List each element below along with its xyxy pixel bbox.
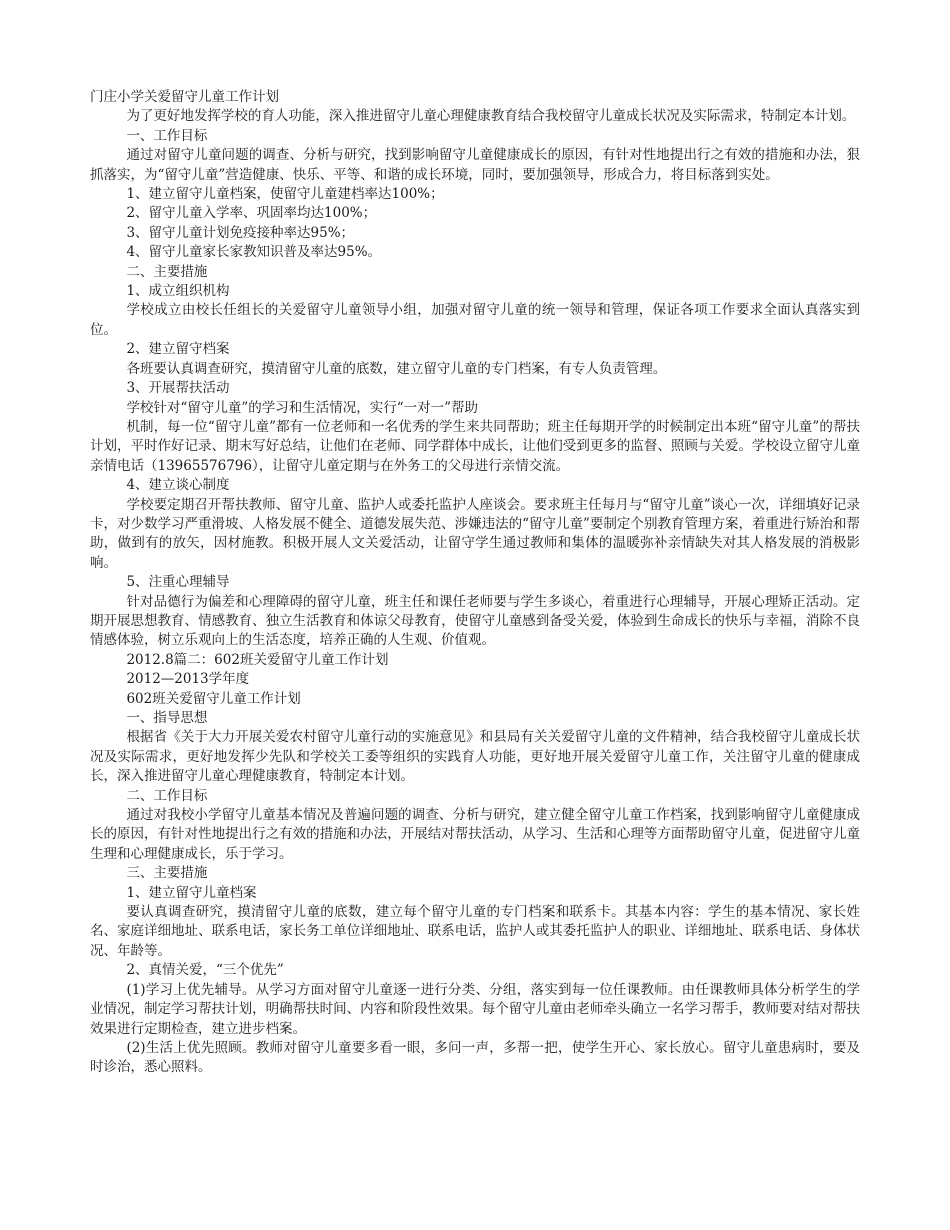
work-goals-paragraph: 通过对留守儿童问题的调查、分析与研究，找到影响留守儿童健康成长的原因，有针对性地提出行之有效的措施和办法，狠抓落实，为“留守儿童”营造健康、快乐、平等、和谐的成长环境，同时，要加强领导，形成合力，将目标落到实处。 [90,147,860,183]
assistance-paragraph-1: 学校针对“留守儿童”的学习和生活情况，实行“一对一”帮助 [126,399,479,416]
talks-paragraph: 学校要定期召开帮扶教师、留守儿童、监护人或委托监护人座谈会。要求班主任每月与“留守儿童”谈心一次，详细填好记录卡，对少数学习严重滑坡、人格发展不健全、道德发展失范、涉嫌违法的“留守儿童”要制定个别教育管理方案，着重进行矫治和帮助，做到有的放矢，因材施教。积极开展人文关爱活动，让留守学生通过教师和集体的温暖弥补亲情缺失对其人格发展的消极影响。 [90,496,860,571]
counseling-paragraph: 针对品德行为偏差和心理障碍的留守儿童，班主任和课任老师要与学生多谈心，着重进行心理辅导，开展心理矫正活动。定期开展思想教育、情感教育、独立生活教育和体谅父母教育，使留守儿童感到备受关爱，体验到生命成长的快乐与幸福，消除不良情感体验，树立乐观向上的生活态度，培养正确的人生观、价值观。 [90,593,860,649]
subheading-counseling: 5、注重心理辅导 [126,574,230,591]
goal-item-2: 2、留守儿童入学率、巩固率均达100%； [126,205,377,222]
assistance-paragraph-2: 机制，每一位“留守儿童”都有一位老师和一名优秀的学生来共同帮助；班主任每期开学的时候制定出本班“留守儿童”的帮扶计划，平时作好记录、期末写好总结，让他们在老师、同学群体中成长，让他们受到更多的监督、照顾与关爱。学校设立留守儿童亲情电话（13965576796），让留守儿童定期与在外务工的父母进行亲情交流。 [90,418,860,474]
part-two-heading: 2012.8篇二：602班关爱留守儿童工作计划 [126,651,389,668]
archive-paragraph: 各班要认真调查研究，摸清留守儿童的底数，建立留守儿童的专门档案，有专人负责管理。 [126,360,667,377]
school-year: 2012—2013学年度 [126,671,250,688]
section-heading-work-goals-2: 二、工作目标 [126,787,208,804]
subheading-organization: 1、成立组织机构 [126,283,230,300]
priority-study-paragraph: (1)学习上优先辅导。从学习方面对留守儿童逐一进行分类、分组，落实到每一位任课教师。由任课教师具体分析学生的学业情况，制定学习帮扶计划，明确帮扶时间、内容和阶段性效果。每个留守儿童由老师牵头确立一名学习帮手，教师要对结对帮扶效果进行定期检查，建立进步档案。 [90,981,860,1037]
section-heading-work-goals: 一、工作目标 [126,127,208,144]
intro-paragraph: 为了更好地发挥学校的育人功能，深入推进留守儿童心理健康教育结合我校留守儿童成长状况及实际需求，特制定本计划。 [126,108,856,125]
guiding-ideas-paragraph: 根据省《关于大力开展关爱农村留守儿童行动的实施意见》和县局有关关爱留守儿童的文件精神，结合我校留守儿童成长状况及实际需求，更好地发挥少先队和学校关工委等组织的实践育人功能，更好地开展关爱留守儿童工作，关注留守儿童的健康成长，深入推进留守儿童心理健康教育，特制定本计划。 [90,729,860,785]
organization-paragraph: 学校成立由校长任组长的关爱留守儿童领导小组，加强对留守儿童的统一领导和管理，保证各项工作要求全面认真落实到位。 [90,302,860,338]
section-heading-guiding-ideas: 一、指导思想 [126,710,208,726]
subheading-archive-2: 1、建立留守儿童档案 [126,884,257,901]
subheading-archive: 2、建立留守档案 [126,341,230,358]
goal-item-3: 3、留守儿童计划免疫接种率达95%； [126,224,355,241]
document-page [90,88,860,1078]
subheading-talks: 4、建立谈心制度 [126,477,230,494]
goal-item-4: 4、留守儿童家长家教知识普及率达95%。 [126,244,382,261]
subheading-three-priorities: 2、真情关爱，“三个优先” [126,962,284,979]
section-heading-main-measures-2: 三、主要措施 [126,865,208,882]
document-title: 门庄小学关爱留守儿童工作计划 [90,89,279,105]
part-two-title: 602班关爱留守儿童工作计划 [126,690,301,707]
subheading-assistance: 3、开展帮扶活动 [126,380,230,397]
priority-life-paragraph: (2)生活上优先照顾。教师对留守儿童要多看一眼，多问一声，多帮一把，使学生开心、家长放心。留守儿童患病时，要及时诊治，悉心照料。 [90,1039,860,1076]
section-heading-main-measures: 二、主要措施 [126,263,208,280]
archive-paragraph-2: 要认真调查研究，摸清留守儿童的底数，建立每个留守儿童的专门档案和联系卡。其基本内容：学生的基本情况、家长姓名、家庭详细地址、联系电话，家长务工单位详细地址、联系电话，监护人或其委托监护人的职业、详细地址、联系电话、身体状况、年龄等。 [90,904,860,959]
goal-item-1: 1、建立留守儿童档案，使留守儿童建档率达100%； [126,186,444,203]
work-goals-paragraph-2: 通过对我校小学留守儿童基本情况及普遍问题的调查、分析与研究，建立健全留守儿童工作档案，找到影响留守儿童健康成长的原因，有针对性地提出行之有效的措施和办法，开展结对帮扶活动，从学习、生活和心理等方面帮助留守儿童，促进留守儿童生理和心理健康成长，乐于学习。 [90,807,860,862]
